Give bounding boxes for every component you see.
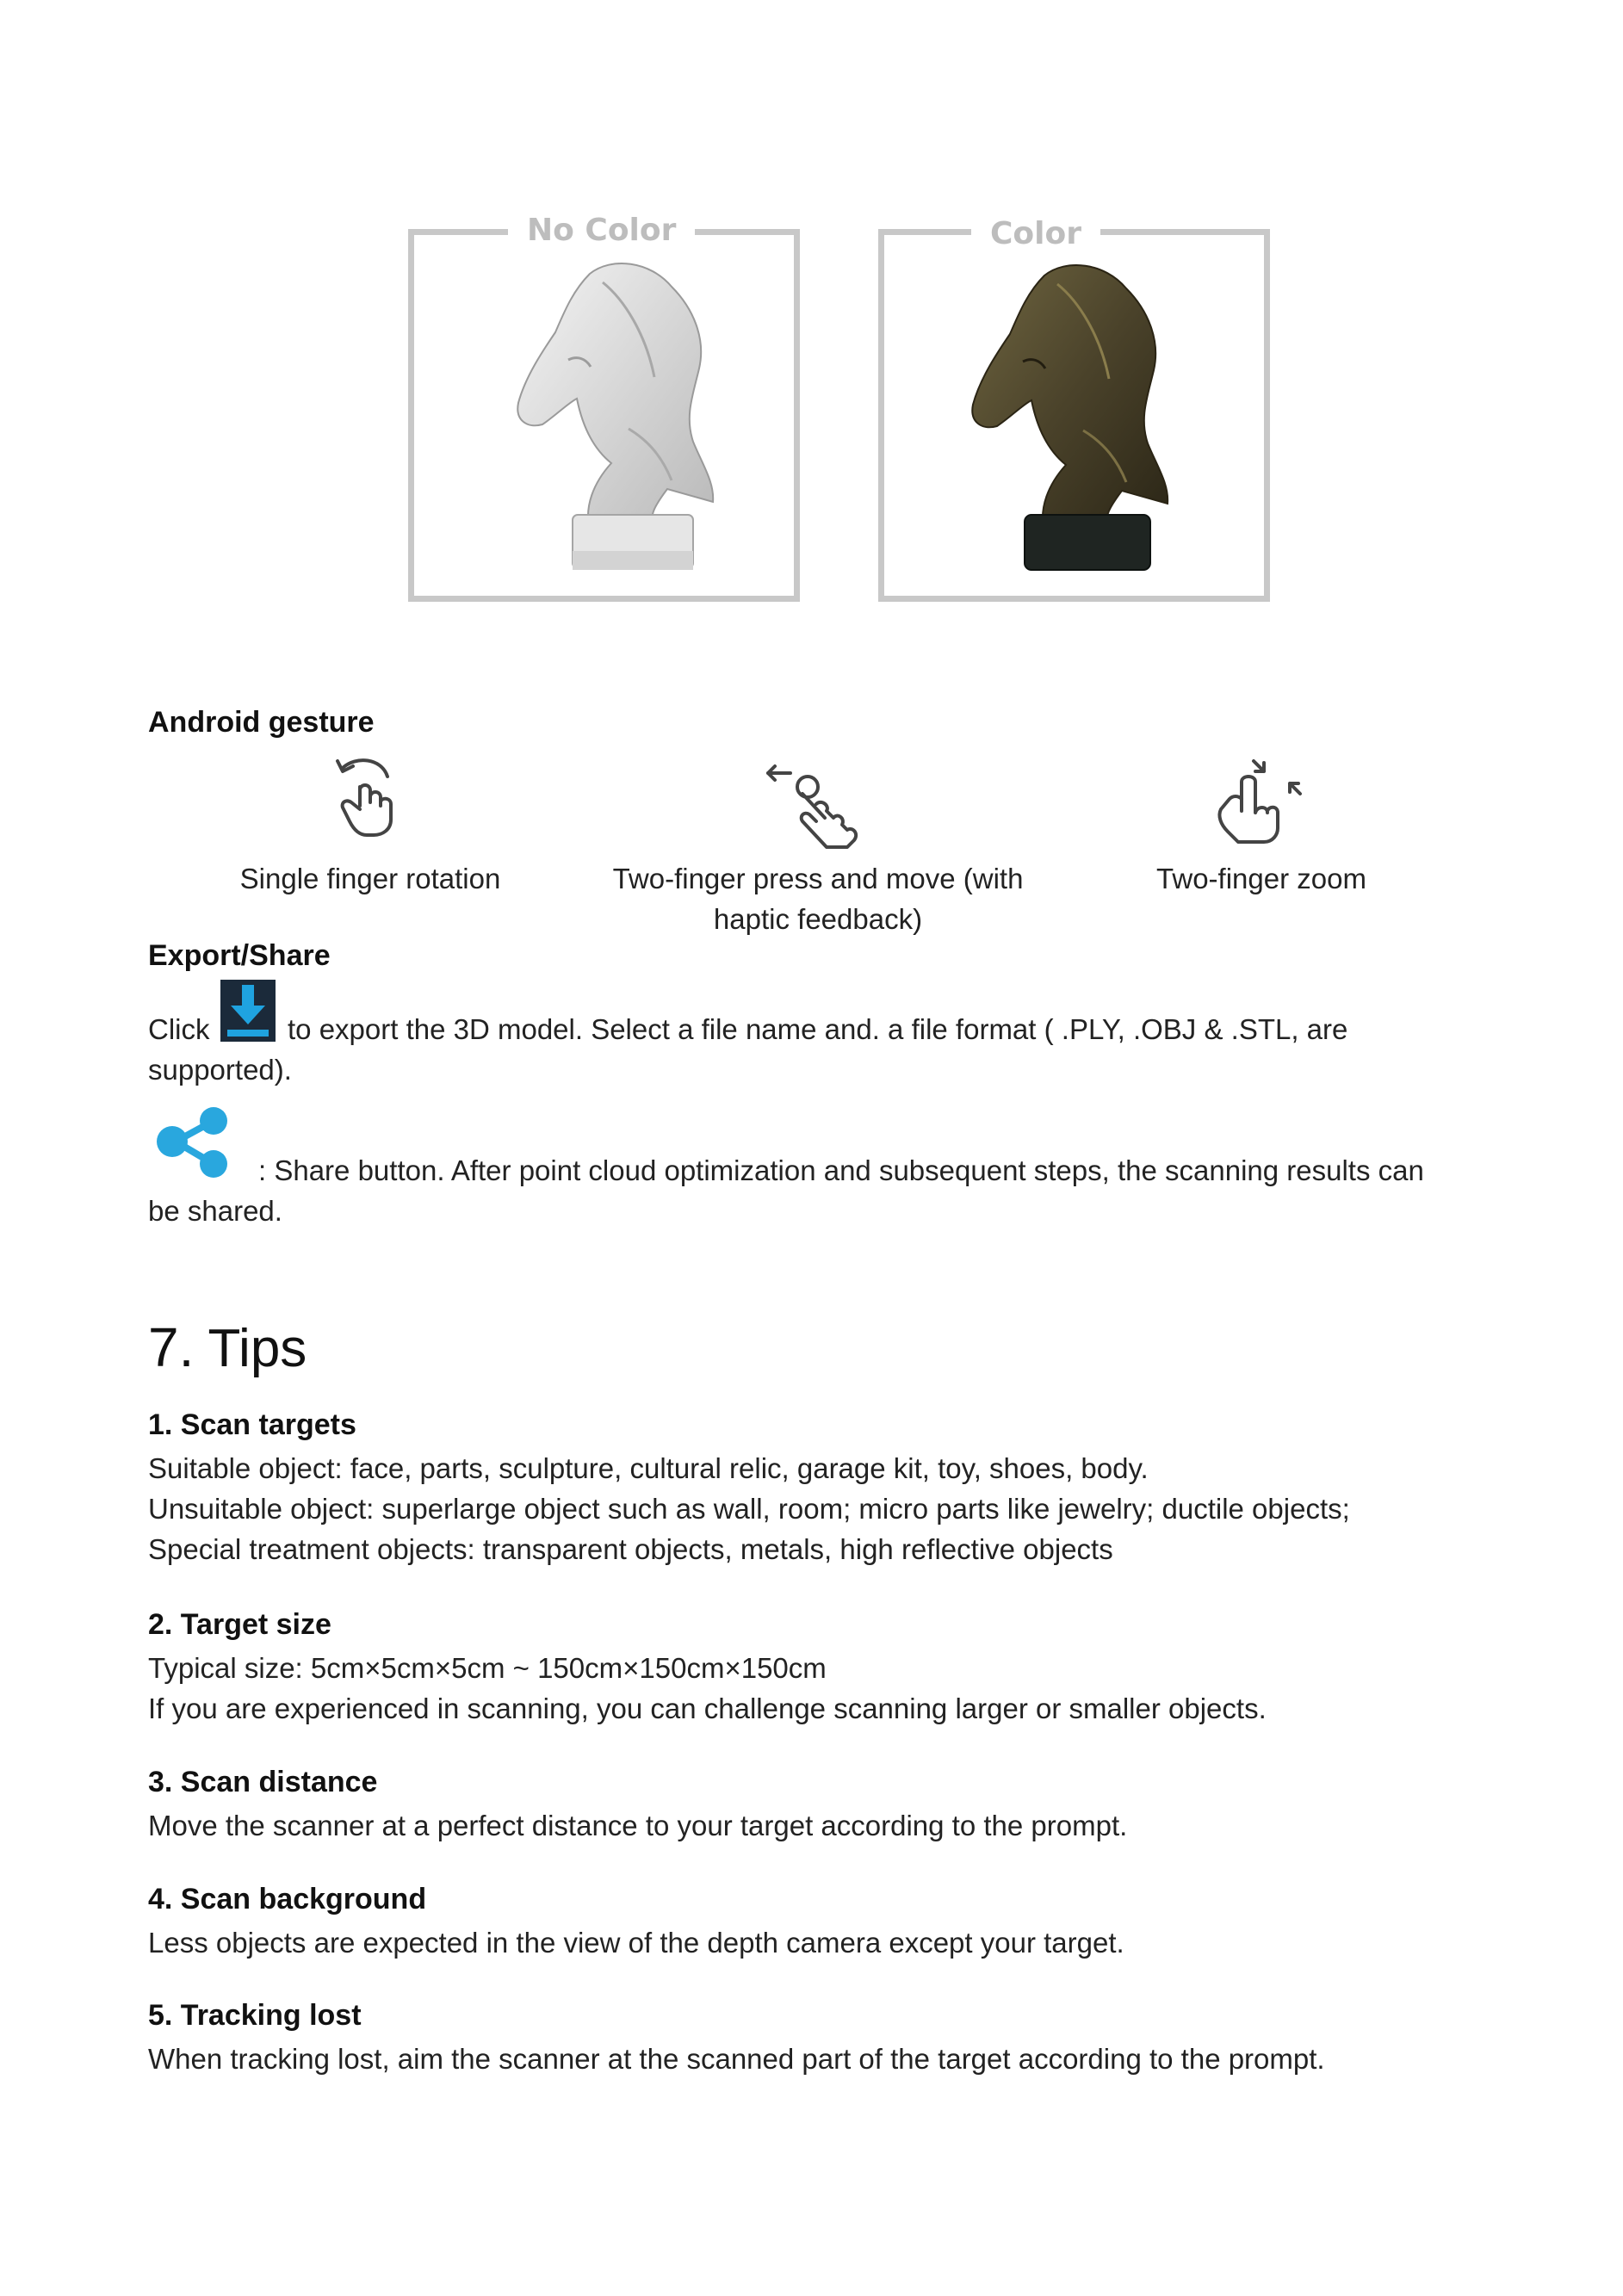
tip-text-scan-targets-1: Suitable object: face, parts, sculpture, cultural relic, garage kit, toy, shoes, body. (148, 1452, 1149, 1484)
gesture-caption-rotation: Single finger rotation (239, 863, 501, 894)
export-share-heading: Export/Share (148, 939, 331, 972)
tip-heading-scan-targets: 1. Scan targets (148, 1408, 356, 1441)
gesture-caption-press-move-line1: Two-finger press and move (with (612, 863, 1024, 894)
export-description-line2: supported). (148, 1054, 292, 1086)
tip-text-target-size-2: If you are experienced in scanning, you can challenge scanning larger or smaller objects. (148, 1693, 1267, 1724)
section-number: 7. (148, 1316, 195, 1378)
android-gesture-heading: Android gesture (148, 706, 375, 739)
share-description-line1: : Share button. After point cloud optimization and subsequent steps, the scanning results can (258, 1154, 1424, 1186)
tip-text-scan-distance-1: Move the scanner at a perfect distance to your target according to the prompt. (148, 1810, 1128, 1841)
no-color-label: No Color (508, 214, 695, 248)
tip-text-scan-background-1: Less objects are expected in the view of the depth camera except your target. (148, 1927, 1124, 1959)
export-description-line1: to export the 3D model. Select a file name and. a file format ( .PLY, .OBJ & .STL, are (288, 1013, 1348, 1045)
tip-text-scan-targets-2: Unsuitable object: superlarge object such as wall, room; micro parts like jewelry; ductile objects; (148, 1493, 1350, 1525)
section-title-tips (148, 1315, 307, 1379)
gesture-caption-press-move-line2: haptic feedback) (713, 903, 923, 935)
gesture-caption-press-move (577, 858, 1059, 939)
tip-text-scan-targets-3: Special treatment objects: transparent objects, metals, high reflective objects (148, 1533, 1113, 1565)
tip-heading-tracking-lost: 5. Tracking lost (148, 1999, 362, 2032)
press-move-hand-icon (765, 761, 868, 849)
export-download-icon[interactable] (220, 980, 276, 1042)
rotate-hand-icon (334, 752, 412, 839)
color-label: Color (971, 217, 1100, 251)
gesture-caption-zoom: Two-finger zoom (1156, 863, 1366, 894)
section-title-text: Tips (208, 1319, 307, 1378)
horse-bust-color-image (963, 258, 1178, 579)
zoom-hand-icon (1212, 756, 1307, 851)
horse-bust-no-color-image (508, 257, 723, 577)
export-click-word: Click (148, 1013, 210, 1045)
tip-heading-target-size: 2. Target size (148, 1608, 331, 1641)
tip-heading-scan-distance: 3. Scan distance (148, 1766, 378, 1798)
tip-text-target-size-1: Typical size: 5cm×5cm×5cm ~ 150cm×150cm×150cm (148, 1652, 827, 1684)
tip-text-tracking-lost-1: When tracking lost, aim the scanner at the scanned part of the target according to the prompt. (148, 2043, 1325, 2075)
share-icon[interactable] (152, 1104, 234, 1183)
tip-heading-scan-background: 4. Scan background (148, 1883, 427, 1915)
share-description-line2: be shared. (148, 1195, 282, 1227)
